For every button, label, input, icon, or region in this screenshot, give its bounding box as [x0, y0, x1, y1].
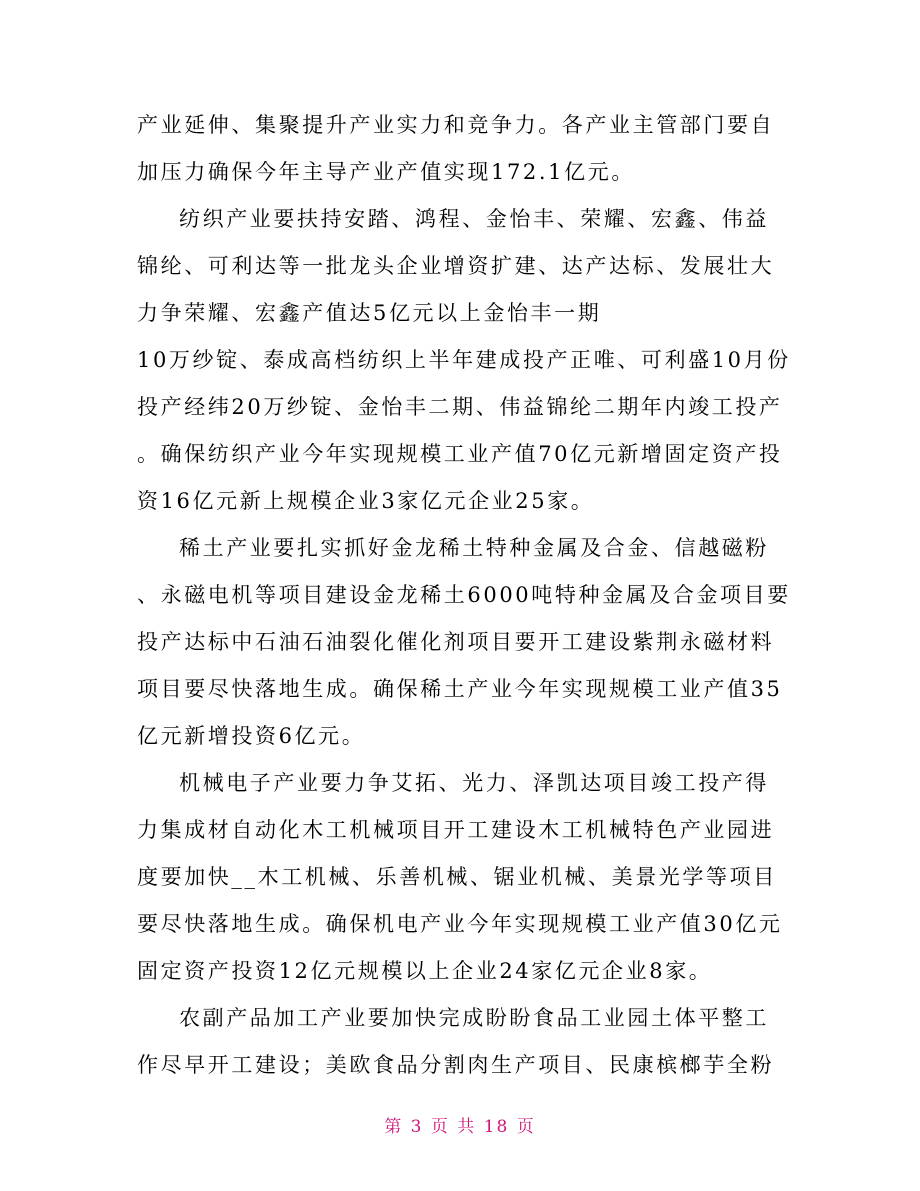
- text-line: 项目要尽快落地生成。确保稀土产业今年实现规模工业产值35: [137, 677, 783, 701]
- text-line: 。确保纺织产业今年实现规模工业产值70亿元新增固定资产投: [137, 442, 783, 466]
- paragraph-start-line: 机械电子产业要力争艾拓、光力、泽凯达项目竣工投产得: [179, 771, 769, 795]
- text-line: 度要加快__木工机械、乐善机械、锯业机械、美景光学等项目: [137, 865, 777, 889]
- text-line: 投产经纬20万纱锭、金怡丰二期、伟益锦纶二期年内竣工投产: [137, 395, 783, 419]
- text-line: 锦纶、可利达等一批龙头企业增资扩建、达产达标、发展壮大: [137, 254, 775, 278]
- paragraph-start-line: 稀土产业要扎实抓好金龙稀土特种金属及合金、信越磁粉: [179, 536, 769, 560]
- text-line: 10万纱锭、泰成高档纺织上半年建成投产正唯、可利盛10月份: [137, 348, 791, 372]
- text-line: 力集成材自动化木工机械项目开工建设木工机械特色产业园进: [137, 818, 775, 842]
- text-line: 作尽早开工建设；美欧食品分割肉生产项目、民康槟榔芋全粉: [137, 1053, 775, 1077]
- text-line: 产业延伸、集聚提升产业实力和竞争力。各产业主管部门要自: [137, 113, 775, 137]
- text-line: 力争荣耀、宏鑫产值达5亿元以上金怡丰一期: [137, 301, 602, 325]
- text-line: 亿元新增投资6亿元。: [137, 724, 366, 748]
- page-number-footer: 第 3 页 共 18 页: [384, 1117, 536, 1137]
- text-line: 加压力确保今年主导产业产值实现172.1亿元。: [137, 160, 635, 184]
- paragraph-start-line: 农副产品加工产业要加快完成盼盼食品工业园土体平整工: [179, 1006, 769, 1030]
- paragraph-start-line: 纺织产业要扶持安踏、鸿程、金怡丰、荣耀、宏鑫、伟益: [179, 207, 769, 231]
- text-line: 、永磁电机等项目建设金龙稀土6000吨特种金属及合金项目要: [137, 583, 791, 607]
- text-line: 投产达标中石油石油裂化催化剂项目要开工建设紫荆永磁材料: [137, 630, 775, 654]
- text-line: 固定资产投资12亿元规模以上企业24家亿元企业8家。: [137, 959, 713, 983]
- text-line: 要尽快落地生成。确保机电产业今年实现规模工业产值30亿元: [137, 912, 783, 936]
- text-line: 资16亿元新上规模企业3家亿元企业25家。: [137, 489, 595, 513]
